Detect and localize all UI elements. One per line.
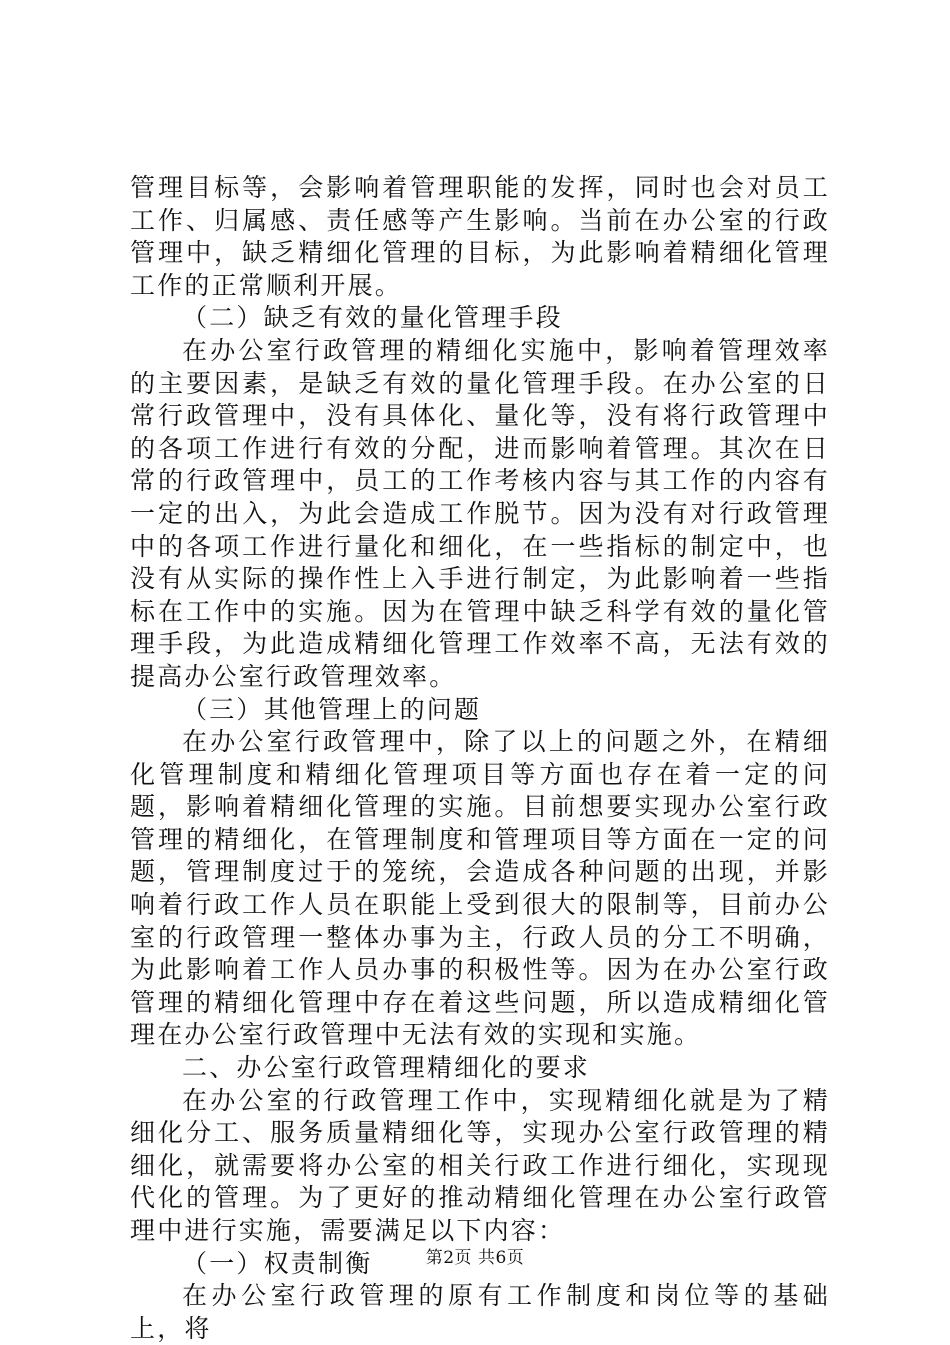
section-heading-3: （三）其他管理上的问题 xyxy=(182,694,482,724)
page-number: 第2页 共6页 xyxy=(425,1248,525,1268)
paragraph-4: 在办公室的行政管理工作中，实现精细化就是为了精细化分工、服务质量精细化等，实现办公室行政管理的精细化，就需要将办公室的相关行政工作进行细化，实现现代化的管理。为了更好的推动精细化管理在办公室行政管理中进行实施，需要满足以下内容： xyxy=(130,1085,830,1245)
section-heading-2: （二）缺乏有效的量化管理手段 xyxy=(182,303,563,333)
body-text xyxy=(130,172,830,1345)
paragraph-3: 在办公室行政管理中，除了以上的问题之外，在精细化管理制度和精细化管理项目等方面也存在着一定的问题，影响着精细化管理的实施。目前想要实现办公室行政管理的精细化，在管理制度和管理项目等方面在一定的问题，管理制度过于的笼统，会造成各种问题的出现，并影响着行政工作人员在职能上受到很大的限制等，目前办公室的行政管理一整体办事为主，行政人员的分工不明确，为此影响着工作人员办事的积极性等。因为在办公室行政管理的精细化管理中存在着这些问题，所以造成精细化管理在办公室行政管理中无法有效的实现和实施。 xyxy=(130,727,830,1050)
paragraph-5: 在办公室行政管理的原有工作制度和岗位等的基础上，将 xyxy=(130,1281,830,1343)
paragraph-2: 在办公室行政管理的精细化实施中，影响着管理效率的主要因素，是缺乏有效的量化管理手段。在办公室的日常行政管理中，没有具体化、量化等，没有将行政管理中的各项工作进行有效的分配，进而影响着管理。其次在日常的行政管理中，员工的工作考核内容与其工作的内容有一定的出入，为此会造成工作脱节。因为没有对行政管理中的各项工作进行量化和细化，在一些指标的制定中，也没有从实际的操作性上入手进行制定，为此影响着一些指标在工作中的实施。因为在管理中缺乏科学有效的量化管理手段，为此造成精细化管理工作效率不高，无法有效的提高办公室行政管理效率。 xyxy=(130,335,830,691)
section-heading-1: （一）权责制衡 xyxy=(182,1248,373,1278)
chapter-heading-2: 二、办公室行政管理精细化的要求 xyxy=(182,1053,591,1083)
paragraph-1: 管理目标等，会影响着管理职能的发挥，同时也会对员工工作、归属感、责任感等产生影响。当前在办公室的行政管理中，缺乏精细化管理的目标，为此影响着精细化管理工作的正常顺利开展。 xyxy=(130,173,830,300)
